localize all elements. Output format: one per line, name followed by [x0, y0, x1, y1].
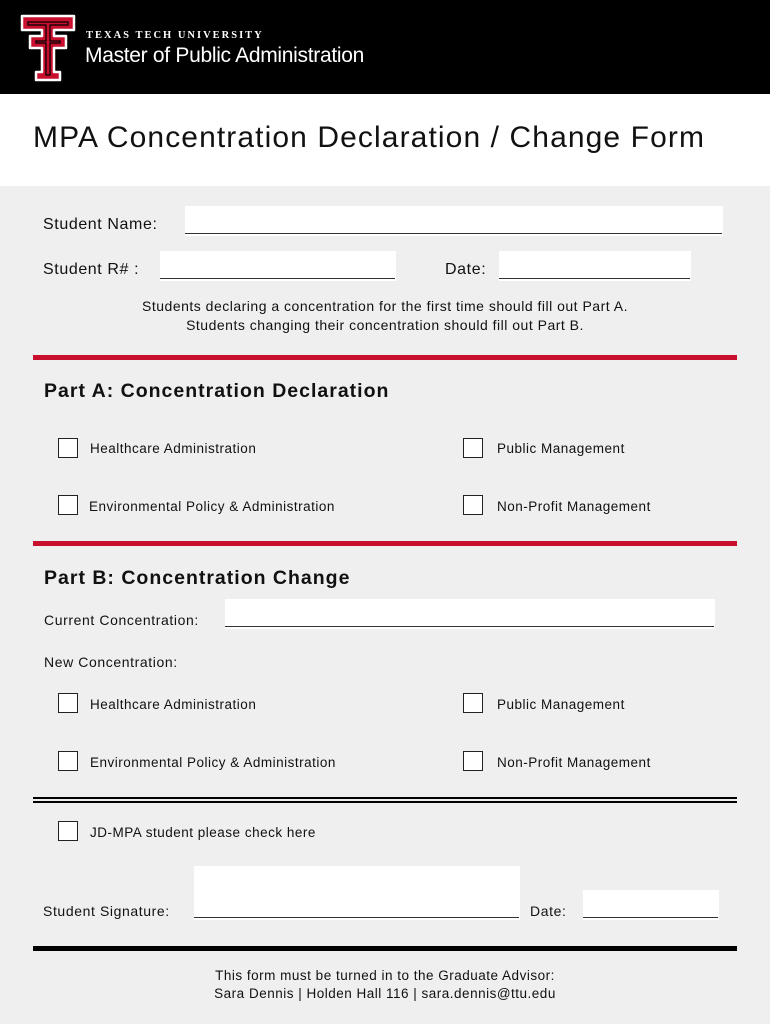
option-b-nonprofit-label: Non-Profit Management	[497, 755, 651, 770]
student-rnumber-field[interactable]	[160, 251, 396, 281]
option-a-environmental-label: Environmental Policy & Administration	[89, 499, 335, 514]
double-t-logo-icon	[20, 14, 76, 82]
checkbox-a-nonprofit[interactable]	[463, 495, 483, 515]
student-name-underline	[185, 233, 722, 234]
part-a-title: Part A: Concentration Declaration	[44, 380, 390, 402]
signature-label: Student Signature:	[43, 903, 170, 919]
footer-divider	[33, 946, 737, 951]
student-rnumber-underline	[160, 278, 395, 279]
option-a-healthcare-label: Healthcare Administration	[90, 441, 257, 456]
checkbox-b-public-management[interactable]	[463, 693, 483, 713]
section-divider-c-top	[33, 797, 737, 799]
university-name: TEXAS TECH UNIVERSITY	[86, 30, 264, 41]
checkbox-a-public-management[interactable]	[463, 438, 483, 458]
option-a-nonprofit-label: Non-Profit Management	[497, 499, 651, 514]
student-name-label: Student Name:	[43, 216, 158, 233]
section-divider-b	[33, 541, 737, 546]
new-concentration-label: New Concentration:	[44, 654, 178, 670]
footer-line-2: Sara Dennis | Holden Hall 116 | sara.dennis@ttu.edu	[214, 986, 556, 1001]
part-b-title: Part B: Concentration Change	[44, 567, 351, 589]
jd-mpa-label: JD-MPA student please check here	[90, 825, 316, 840]
current-concentration-field[interactable]	[225, 599, 715, 629]
section-divider-a	[33, 355, 737, 360]
checkbox-a-environmental[interactable]	[58, 495, 78, 515]
page-title: MPA Concentration Declaration / Change Form	[33, 121, 706, 154]
checkbox-b-environmental[interactable]	[58, 751, 78, 771]
checkbox-b-healthcare[interactable]	[58, 693, 78, 713]
signature-date-underline	[583, 917, 718, 918]
signature-date-field[interactable]	[583, 890, 719, 920]
option-b-environmental-label: Environmental Policy & Administration	[90, 755, 336, 770]
date-field[interactable]	[499, 251, 691, 281]
checkbox-a-healthcare[interactable]	[58, 438, 78, 458]
instruction-line-2: Students changing their concentration should fill out Part B.	[186, 317, 584, 333]
checkbox-jd-mpa[interactable]	[58, 821, 78, 841]
option-a-public-management-label: Public Management	[497, 441, 625, 456]
student-name-field[interactable]	[185, 206, 723, 236]
current-concentration-label: Current Concentration:	[44, 612, 199, 628]
checkbox-b-nonprofit[interactable]	[463, 751, 483, 771]
current-concentration-underline	[225, 626, 714, 627]
signature-underline	[194, 917, 519, 918]
signature-field[interactable]	[194, 866, 520, 920]
signature-date-label: Date:	[530, 903, 567, 919]
date-underline	[499, 278, 690, 279]
option-b-public-management-label: Public Management	[497, 697, 625, 712]
student-rnumber-label: Student R# :	[43, 261, 140, 278]
footer-line-1: This form must be turned in to the Graduate Advisor:	[215, 968, 555, 983]
date-label: Date:	[445, 261, 487, 278]
program-name: Master of Public Administration	[85, 44, 364, 67]
option-b-healthcare-label: Healthcare Administration	[90, 697, 257, 712]
instruction-line-1: Students declaring a concentration for the first time should fill out Part A.	[142, 298, 628, 314]
section-divider-c-bottom	[33, 801, 737, 803]
